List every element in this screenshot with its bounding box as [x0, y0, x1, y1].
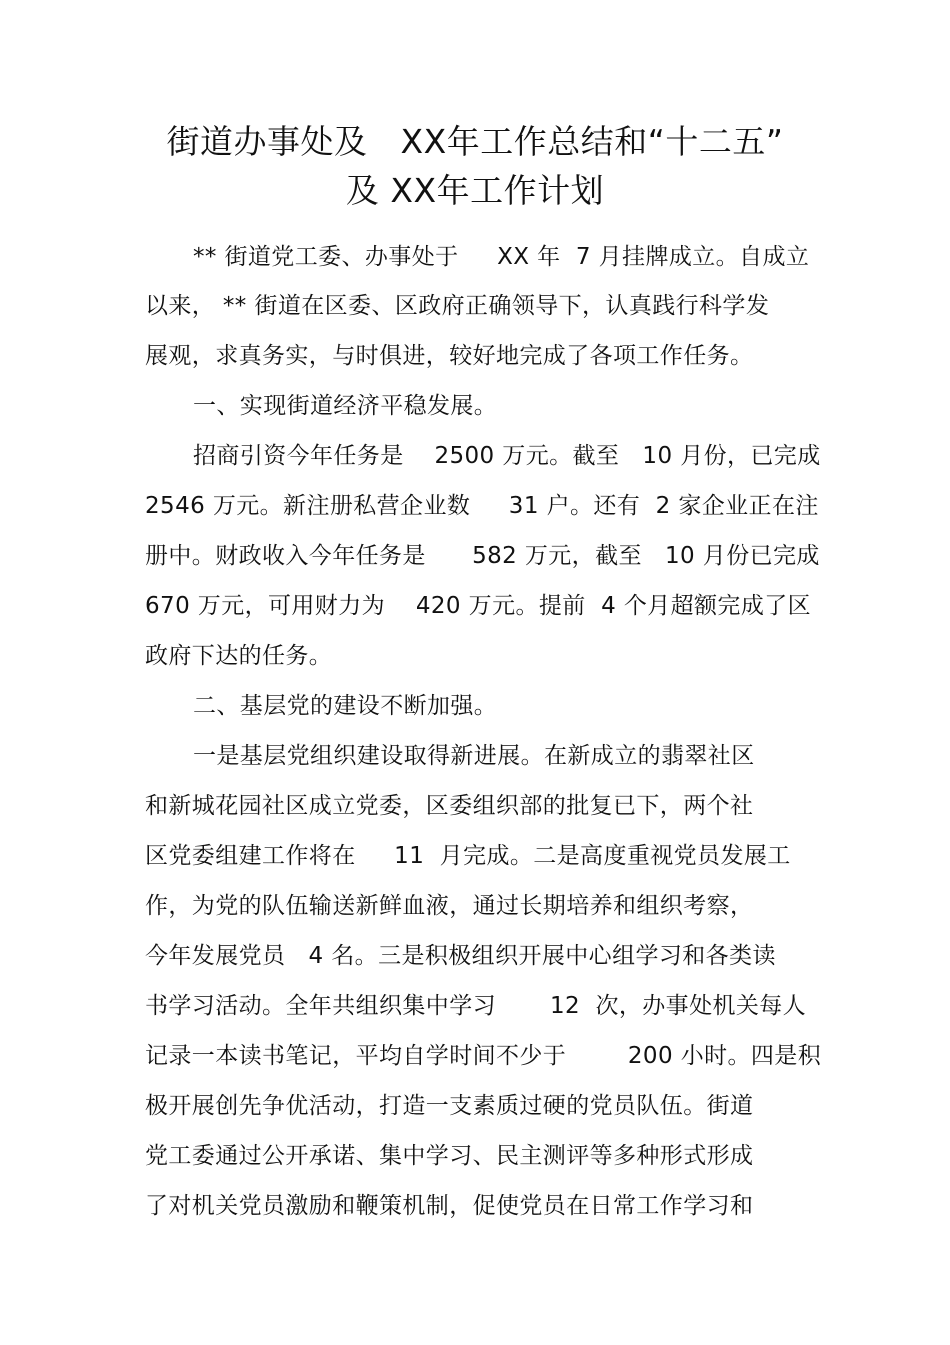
body-line: ** 街道党工委、办事处于 XX 年 7 月挂牌成立。自成立 [193, 244, 810, 270]
body-line: 党工委通过公开承诺、集中学习、民主测评等多种形式形成 [145, 1143, 754, 1169]
document-title-line-1: 街道办事处及 XX年工作总结和“十二五” [166, 122, 784, 161]
body-line: 区党委组建工作将在 11 月完成。二是高度重视党员发展工 [145, 843, 791, 869]
body-line: 书学习活动。全年共组织集中学习 12 次，办事处机关每人 [145, 993, 807, 1019]
body-line: 一是基层党组织建设取得新进展。在新成立的翡翠社区 [193, 743, 755, 769]
body-line: 今年发展党员 4 名。三是积极组织开展中心组学习和各类读 [145, 943, 776, 969]
body-line: 极开展创先争优活动，打造一支素质过硬的党员队伍。街道 [145, 1093, 754, 1119]
body-line: 招商引资今年任务是 2500 万元。截至 10 月份，已完成 [193, 443, 821, 469]
body-line: 以来， ** 街道在区委、区政府正确领导下，认真践行科学发 [145, 293, 770, 319]
body-line: 政府下达的任务。 [145, 643, 333, 669]
body-line: 作，为党的队伍输送新鲜血液，通过长期培养和组织考察， [145, 893, 754, 919]
body-line: 了对机关党员激励和鞭策机制，促使党员在日常工作学习和 [145, 1193, 754, 1219]
section-heading: 一、实现街道经济平稳发展。 [193, 393, 498, 419]
body-line: 册中。财政收入今年任务是 582 万元，截至 10 月份已完成 [145, 543, 820, 569]
body-line: 记录一本读书笔记，平均自学时间不少于 200 小时。四是积 [145, 1043, 822, 1069]
document-title-line-2: 及 XX年工作计划 [345, 171, 605, 210]
body-line: 展观，求真务实，与时俱进，较好地完成了各项工作任务。 [145, 343, 754, 369]
section-heading: 二、基层党的建设不断加强。 [193, 693, 498, 719]
body-line: 2546 万元。新注册私营企业数 31 户。还有 2 家企业正在注 [145, 493, 819, 519]
body-line: 和新城花园社区成立党委，区委组织部的批复已下，两个社 [145, 793, 754, 819]
body-line: 670 万元，可用财力为 420 万元。提前 4 个月超额完成了区 [145, 593, 812, 619]
